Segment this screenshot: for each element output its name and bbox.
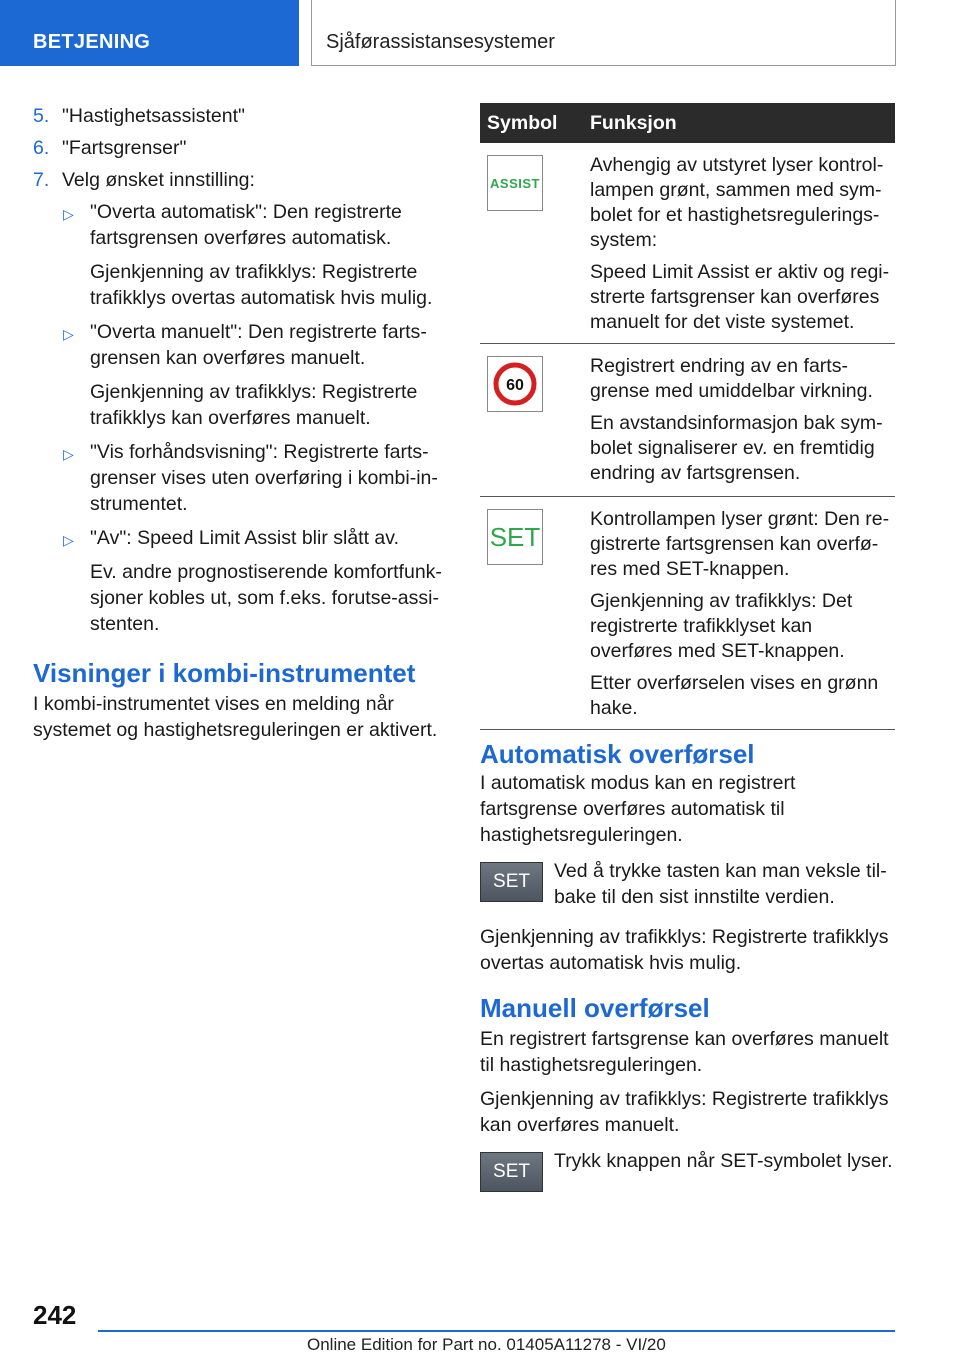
section-heading: Visninger i kombi-instrumentet (33, 658, 416, 688)
section-paragraph: I automatisk modus kan en registrert fartsgrense overføres automatisk til hastighetsreguleringen. (480, 772, 796, 846)
triangle-bullet-icon: ▷ (63, 446, 74, 462)
set-key-icon: SET (480, 1152, 543, 1192)
step-text: "Hastighetsassistent" (62, 105, 245, 127)
step-text: Velg ønsket innstilling: (62, 169, 255, 191)
step-item (33, 103, 449, 129)
assist-label: ASSIST (490, 175, 540, 191)
svg-text:60: 60 (506, 377, 524, 394)
step-item (33, 167, 449, 193)
column-header-function: Funksjon (590, 111, 677, 134)
page-number: 242 (33, 1300, 77, 1330)
section-paragraph: I kombi-instrumentet vises en melding når systemet og hastighetsreguleringen er aktivert. (33, 693, 438, 741)
bullet-text: Gjenkjenning av trafikklys: Registrerte trafikklys kan overføres manuelt. (90, 381, 418, 429)
table-cell-text: Registrert endring av en fartsgrense med umiddelbar virkning. (590, 355, 873, 402)
bullet-text: Ev. andre prognostiserende komfortfunksjoner kobles ut, som f.eks. forutse-assistenten. (90, 561, 442, 635)
option-bullet (33, 199, 449, 311)
table-cell-text: Speed Limit Assist er aktiv og registrerte fartsgrenser kan overføres manuelt for det viste systemet. (590, 261, 890, 333)
column-header-symbol: Symbol (487, 111, 558, 134)
set-indicator-icon (487, 509, 543, 565)
triangle-bullet-icon: ▷ (63, 206, 74, 222)
section-heading: Manuell overførsel (480, 993, 710, 1023)
table-cell-text: Gjenkjenning av trafikklys: Det registrerte trafikklyset kan overføres med SET-knappen. (590, 590, 853, 662)
step-number: 5. (33, 105, 50, 127)
triangle-bullet-icon: ▷ (63, 532, 74, 548)
step-item (33, 135, 449, 161)
key-instruction (480, 1148, 895, 1192)
bullet-text: "Av": Speed Limit Assist blir slått av. (90, 527, 399, 549)
option-bullet (33, 319, 449, 431)
left-column (33, 103, 449, 743)
option-bullet (33, 525, 449, 637)
table-header (480, 103, 895, 143)
bullet-text: "Vis forhåndsvisning": Registrerte fartsgrenser vises uten overføring i kombi-instrumentet. (90, 441, 438, 515)
bullet-text: "Overta manuelt": Den registrerte fartsgrensen kan overføres manuelt. (90, 321, 427, 369)
bullet-text: "Overta automatisk": Den registrerte fartsgrensen overføres automatisk. (90, 201, 402, 249)
key-instruction (480, 858, 895, 910)
step-number: 7. (33, 169, 50, 191)
set-label: SET (489, 521, 541, 552)
footer-divider (98, 1330, 895, 1332)
table-cell-text: Avhengig av utstyret lyser kontrollampen grønt, sammen med symbolet for et hastighetsreguleringssystem: (590, 154, 884, 251)
section-paragraph: Gjenkjenning av trafikklys: Registrerte trafikklys overtas automatisk hvis mulig. (480, 926, 889, 974)
right-column (480, 738, 895, 1206)
assist-indicator-icon (487, 155, 543, 211)
triangle-bullet-icon: ▷ (63, 326, 74, 342)
table-row (480, 143, 895, 344)
step-number: 6. (33, 137, 50, 159)
table-cell-text: Etter overførselen vises en grønn hake. (590, 672, 879, 719)
section-heading: Automatisk overførsel (480, 739, 755, 769)
header-chapter: Sjåførassistansesystemer (311, 0, 896, 66)
key-instruction-text: Ved å trykke tasten kan man veksle tilbake til den sist innstilte verdien. (554, 860, 887, 908)
speed-limit-sign-icon (487, 356, 543, 412)
table-cell-text: En avstandsinformasjon bak symbolet signaliserer ev. en fremtidig endring av fartsgrensen. (590, 412, 883, 484)
option-bullet (33, 439, 449, 517)
table-row (480, 497, 895, 730)
section-paragraph: Gjenkjenning av trafikklys: Registrerte trafikklys kan overføres manuelt. (480, 1088, 889, 1136)
key-instruction-text: Trykk knappen når SET-symbolet lyser. (554, 1150, 893, 1172)
header-section: BETJENING (0, 0, 299, 66)
table-row (480, 344, 895, 497)
section-paragraph: En registrert fartsgrense kan overføres manuelt til hastighetsreguleringen. (480, 1028, 889, 1076)
symbol-table (480, 103, 895, 730)
set-key-icon: SET (480, 862, 543, 902)
bullet-text: Gjenkjenning av trafikklys: Registrerte trafikklys overtas automatisk hvis mulig. (90, 261, 433, 309)
table-cell-text: Kontrollampen lyser grønt: Den registrerte fartsgrensen kan overføres med SET-knappen. (590, 508, 890, 580)
footer-edition: Online Edition for Part no. 01405A11278 - VI/20 (307, 1335, 666, 1354)
step-text: "Fartsgrenser" (62, 137, 187, 159)
